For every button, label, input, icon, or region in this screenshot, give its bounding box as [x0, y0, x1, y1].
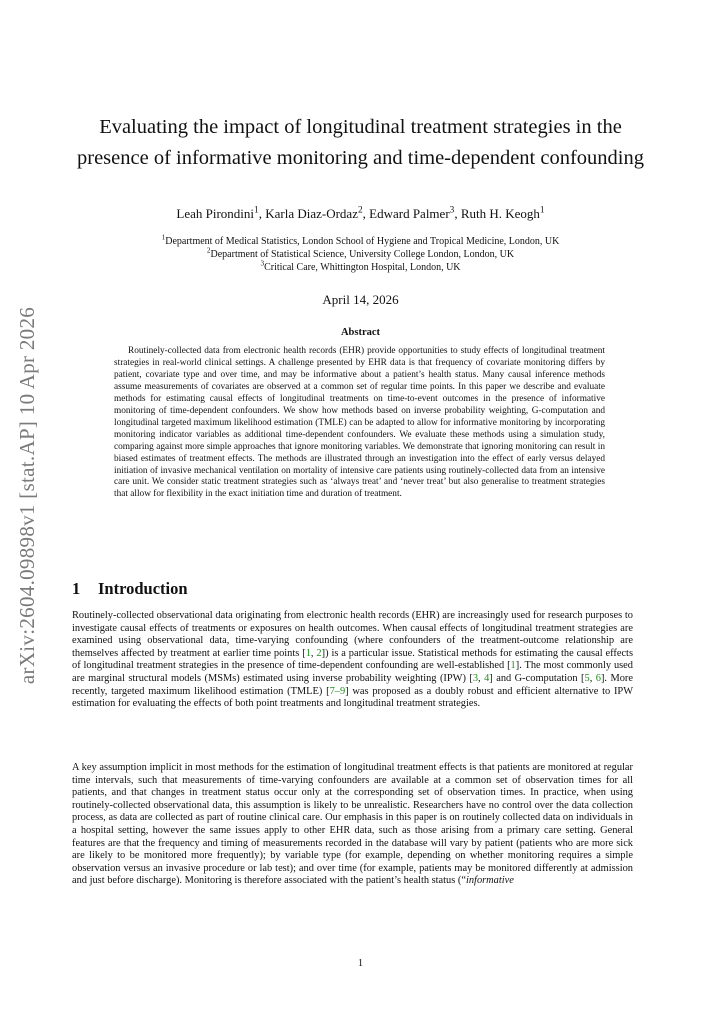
citation-link[interactable]: 3 — [472, 672, 479, 684]
italic-term: informative — [465, 875, 514, 887]
author: Karla Diaz-Ordaz$^2$ — [265, 205, 363, 221]
affiliation: $^1$Department of Medical Statistics, London School of Hygiene and Tropical Medicine, London, UK — [161, 233, 560, 247]
citation-link[interactable]: 2 — [316, 647, 322, 659]
affiliation-list — [72, 235, 649, 274]
intro-paragraph-2: A key assumption implicit in most methods for the estimation of longitudinal treatment effects is that patients are monitored at regular time intervals, such that measurements of time-varying confounders are available at a common set of observation times for all patients, and that changes in treatment status occur only at the corresponding set of observation times. In practice, when using routinely-collected observational data, this assumption is likely to be unrealistic. Researchers have no control over the data collection process, as data are collected as part of routine clinical care. Our emphasis in this paper is on routinely collected data on individuals in a hospital setting, however the same issues apply to other EHR data, such as those arising from a primary care setting. General features are that the frequency and timing of measurements recorded in the database will vary by patient (patients who are more sick are likely to be monitored more frequently); by variable type (for example, depending on whether monitoring requires a simple observation versus an invasive procedure or lab test); and over time (for example, patients may be monitored differently at admission and just before discharge). Monitoring is therefore associated with the patient’s health status (“informative — [72, 762, 633, 887]
section-heading — [72, 579, 188, 599]
page-number: 1 — [357, 958, 364, 969]
citation-link[interactable]: 5 — [584, 672, 590, 684]
author: Leah Pirondini$^1$ — [176, 205, 259, 221]
affiliation: $^3$Critical Care, Whittington Hospital, London, UK — [260, 259, 461, 273]
affiliation: $^2$Department of Statistical Science, University College London, London, UK — [206, 246, 515, 260]
arxiv-identifier — [6, 290, 50, 700]
author: Edward Palmer$^3$ — [369, 205, 455, 221]
section-title: Introduction — [98, 579, 188, 598]
abstract-text: Routinely-collected data from electronic health records (EHR) provide opportunities to study effects of longitudinal treatment strategies in real-world clinical settings. A challenge presented by EHR data is that frequency of covariate monitoring differs by patient, covariate type and over time, and may be informative about a patient’s health status. Many causal inference methods assume measurements of covariates are observed at a common set of regular time points. In this paper we describe and evaluate methods for estimating causal effects of longitudinal treatments on time-to-event outcomes in the presence of informative monitoring of time-dependent confounders. We show how methods based on inverse probability weighting, G-computation and longitudinal targeted maximum likelihood estimation (TMLE) can be adapted to allow for informative monitoring by incorporating monitoring indicator variables as additional time-dependent confounders. We evaluate these methods using a simulation study, comparing against more simple approaches that ignore monitoring variables. We demonstrate that ignoring monitoring can result in biased estimates of treatment effects. The methods are illustrated through an investigation into the effect of early versus delayed initiation of invasive mechanical ventilation on mortality of intensive care patients using routinely-collected data from an intensive care unit. We consider static treatment strategies such as ‘always treat’ and ‘never treat’ but also generalise to treatment strategies that allow for flexibility in the exact initiation time and duration of treatment. — [114, 346, 605, 500]
abstract-heading: Abstract — [340, 327, 381, 338]
paper-date: April 14, 2026 — [322, 292, 399, 307]
author: Ruth H. Keogh$^1$ — [460, 205, 545, 221]
citation-link[interactable]: 7–9 — [329, 685, 346, 697]
citation-link[interactable]: 4 — [484, 672, 490, 684]
intro-paragraph-1: Routinely-collected observational data originating from electronic health records (EHR) are increasingly used for research purposes to investigate causal effects of treatments or exposures on health outcomes. When causal effects of longitudinal treatment strategies are examined using observational data, time-varying confounding (where confounders of the treatment-outcome relationship are themselves affected by treatment at earlier time points [1, 2]) is a particular issue. Statistical methods for estimating the causal effects of longitudinal treatment strategies in the presence of time-dependent confounding are well-established [1]. The most commonly used are marginal structural models (MSMs) estimated using inverse probability weighting (IPW) [3, 4] and G-computation [5, 6]. More recently, targeted maximum likelihood estimation (TMLE) [7–9] was proposed as a doubly robust and efficient alternative to IPW estimation for evaluating the effects of both point treatments and longitudinal treatment strategies. — [72, 610, 633, 710]
citation-link[interactable]: 6 — [595, 672, 601, 684]
paper-title: Evaluating the impact of longitudinal treatment strategies in the presence of informative monitoring and time-dependent confounding — [77, 116, 644, 169]
citation-link[interactable]: 1 — [305, 647, 311, 659]
arxiv-identifier-text: arXiv:2604.09898v1 [stat.AP] 10 Apr 2026 — [15, 306, 40, 684]
section-number: 1 — [72, 579, 81, 598]
author-list: Leah Pirondini$^1$, Karla Diaz-Ordaz$^2$, Edward Palmer$^3$, Ruth H. Keogh$^1$ — [176, 205, 545, 221]
citation-link[interactable]: 1 — [510, 660, 516, 672]
